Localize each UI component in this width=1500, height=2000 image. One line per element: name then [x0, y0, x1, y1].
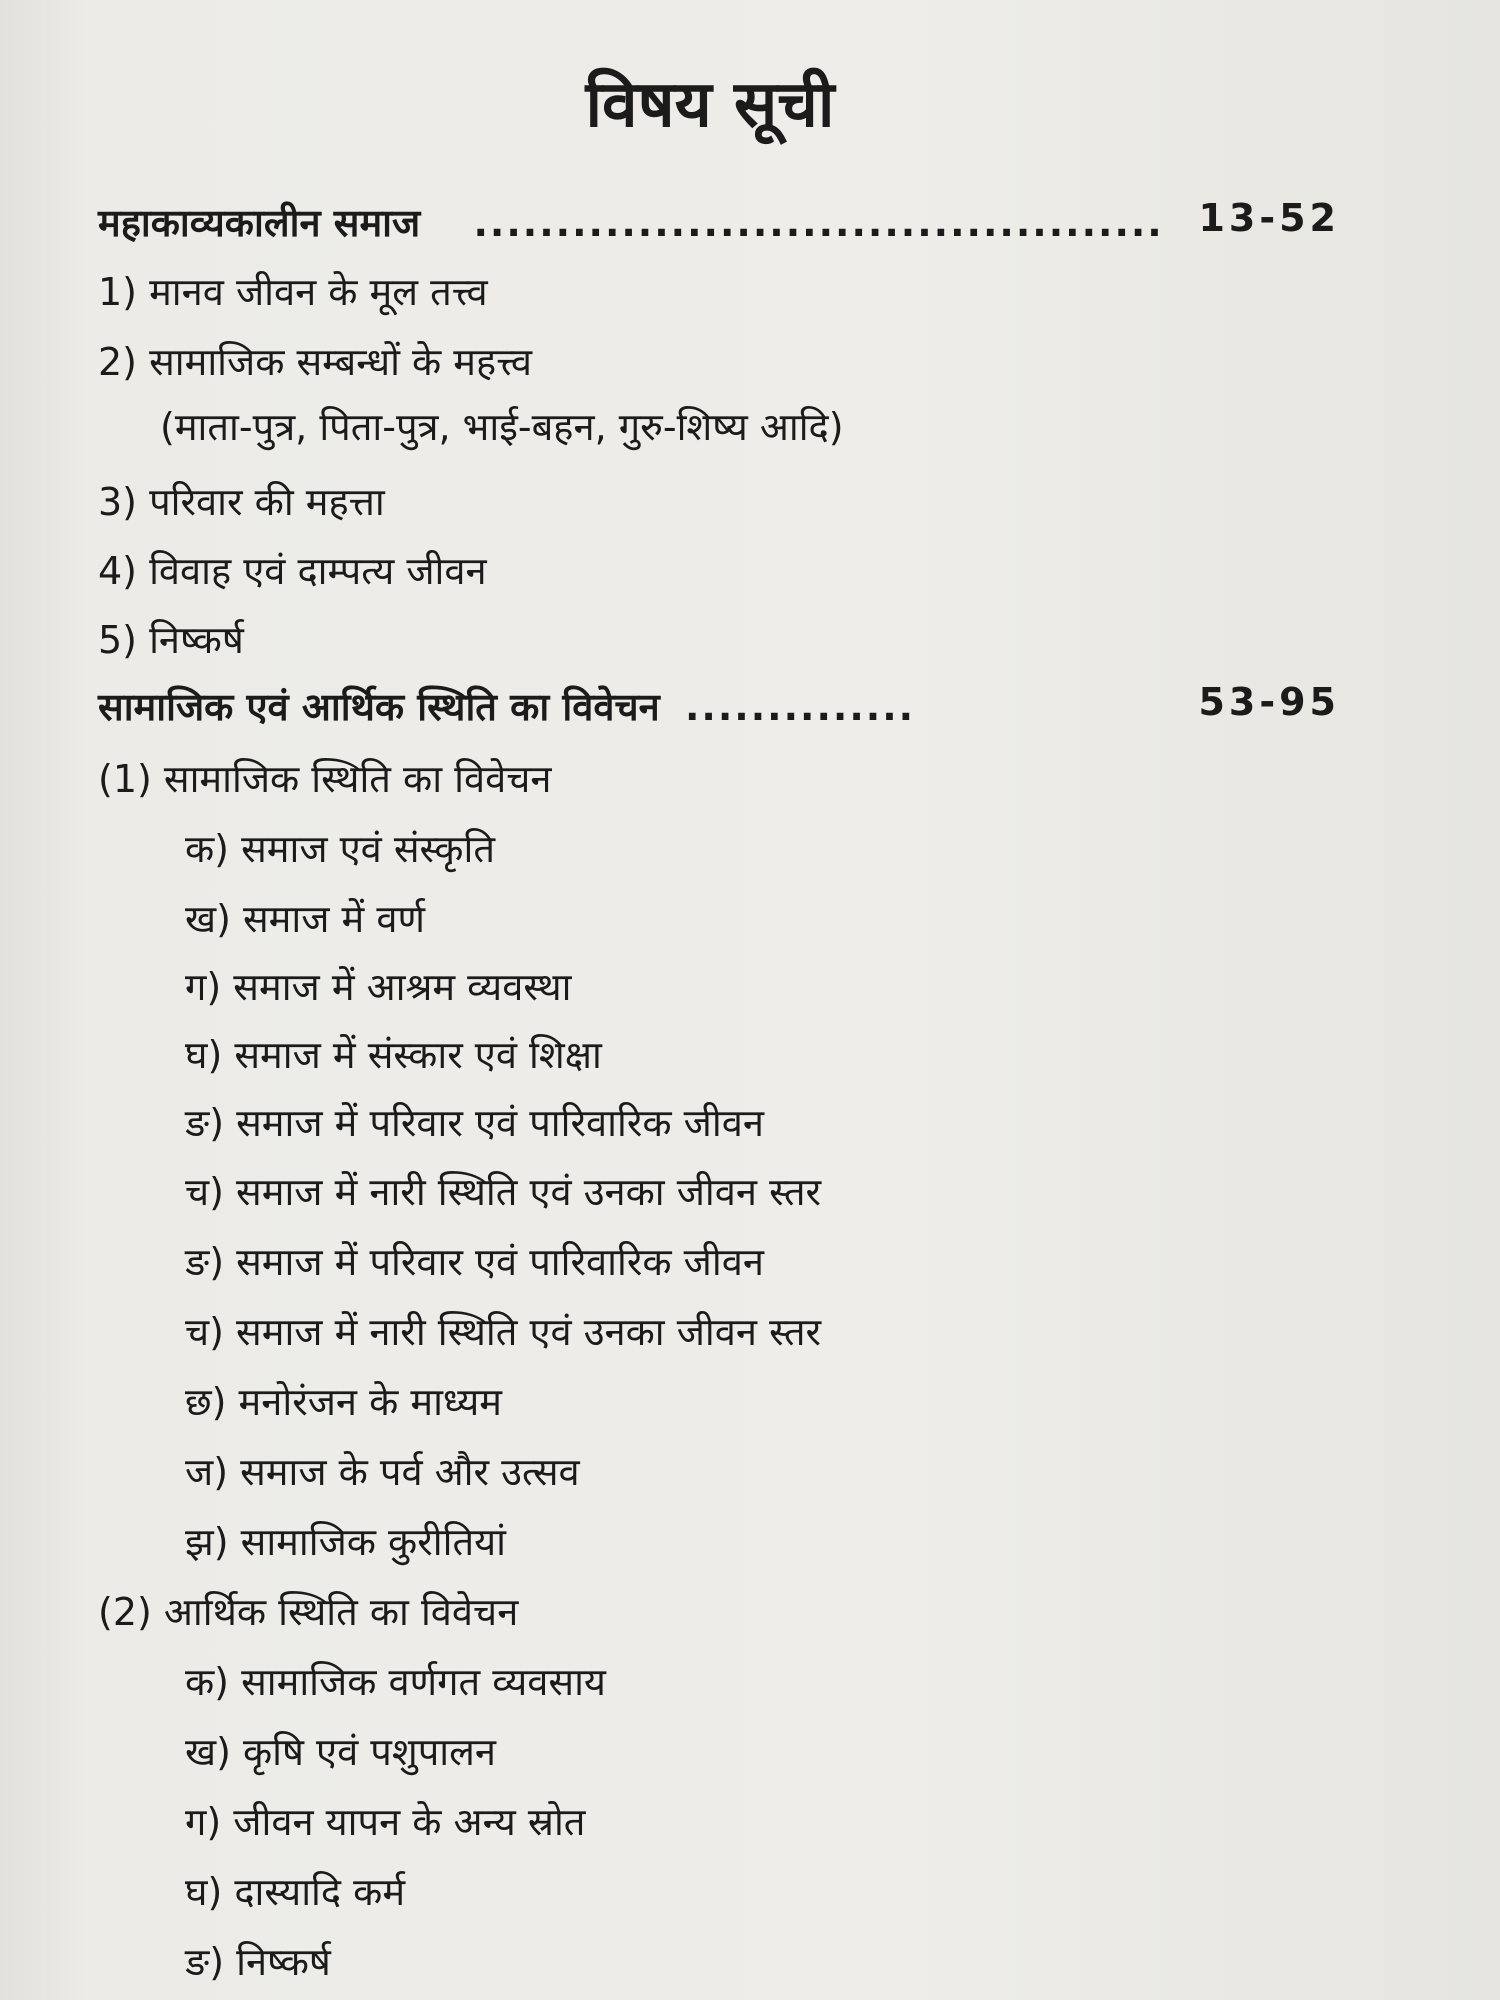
subsection-title-2: (2) आर्थिक स्थिति का विवेचन: [98, 1590, 519, 1634]
toc-item: 3) परिवार की महत्ता: [98, 480, 385, 524]
toc-item: (माता-पुत्र, पिता-पुत्र, भाई-बहन, गुरु-शिष्य आदि): [160, 405, 844, 449]
section-heading-2-text: सामाजिक एवं आर्थिक स्थिति का विवेचन: [98, 685, 660, 729]
toc-subitem: ख) कृषि एवं पशुपालन: [185, 1730, 496, 1774]
leader-dots: ..............: [684, 685, 916, 729]
section-heading-1-text: महाकाव्यकालीन समाज: [98, 201, 421, 245]
subsection-title-1: (1) सामाजिक स्थिति का विवेचन: [98, 757, 552, 801]
toc-subitem: ख) समाज में वर्ण: [185, 897, 425, 941]
toc-subitem: घ) समाज में संस्कार एवं शिक्षा: [185, 1033, 602, 1077]
page-title: विषय सूची: [585, 68, 835, 142]
toc-subitem: ग) समाज में आश्रम व्यवस्था: [185, 965, 572, 1009]
section-heading-2: [98, 680, 915, 732]
toc-subitem: झ) सामाजिक कुरीतियां: [185, 1520, 506, 1564]
toc-item: 1) मानव जीवन के मूल तत्त्व: [98, 270, 488, 314]
toc-subitem: घ) दास्यादि कर्म: [185, 1870, 406, 1914]
toc-item: 4) विवाह एवं दाम्पत्य जीवन: [98, 549, 487, 593]
toc-item: 2) सामाजिक सम्बन्धों के महत्त्व: [98, 340, 532, 384]
section-2-pages: 53-95: [1198, 680, 1340, 724]
toc-subitem: ङ) समाज में परिवार एवं पारिवारिक जीवन: [185, 1240, 764, 1284]
toc-subitem: ङ) निष्कर्ष: [185, 1940, 331, 1984]
toc-subitem: ज) समाज के पर्व और उत्सव: [185, 1450, 580, 1494]
toc-subitem: क) सामाजिक वर्णगत व्यवसाय: [185, 1660, 606, 1704]
toc-subitem: ङ) समाज में परिवार एवं पारिवारिक जीवन: [185, 1101, 764, 1145]
section-1-pages: 13-52: [1198, 196, 1340, 240]
toc-subitem: क) समाज एवं संस्कृति: [185, 827, 495, 871]
toc-subitem: च) समाज में नारी स्थिति एवं उनका जीवन स्तर: [185, 1310, 822, 1354]
leader-dots: ..........................................: [473, 201, 1164, 245]
toc-subitem: च) समाज में नारी स्थिति एवं उनका जीवन स्तर: [185, 1170, 822, 1214]
toc-subitem: ग) जीवन यापन के अन्य स्रोत: [185, 1800, 586, 1844]
section-heading-1: [98, 196, 1164, 248]
toc-item: 5) निष्कर्ष: [98, 618, 244, 662]
toc-subitem: छ) मनोरंजन के माध्यम: [185, 1380, 502, 1424]
